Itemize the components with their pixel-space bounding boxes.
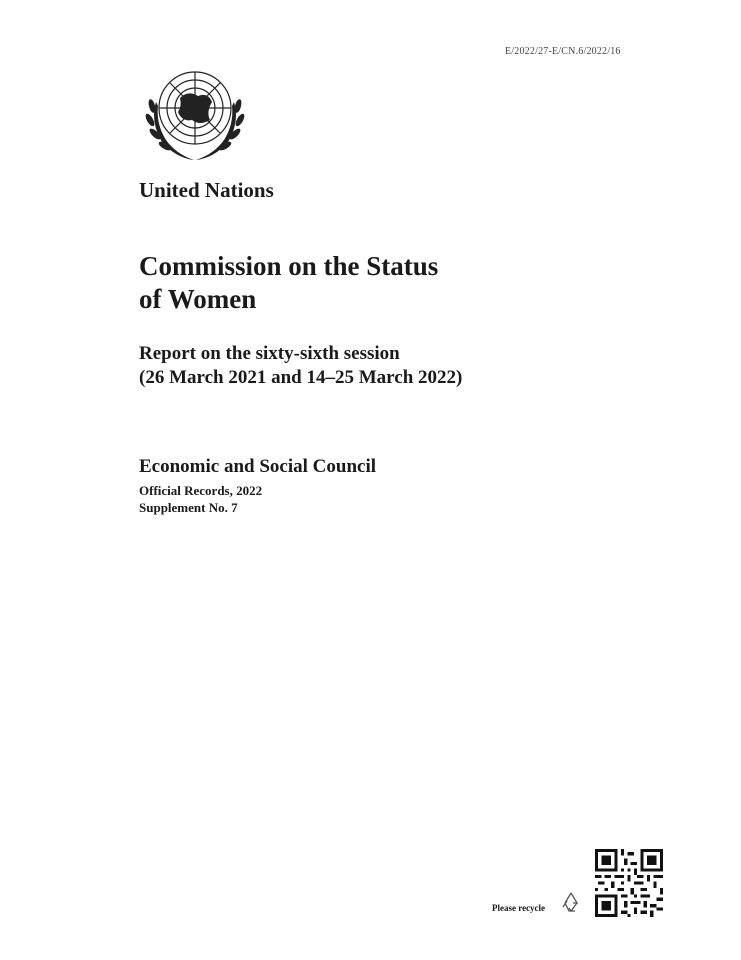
recycle-text: Please recycle	[492, 903, 546, 913]
document-title	[139, 250, 659, 316]
official-records	[139, 482, 262, 516]
title-line-2: of Women	[139, 284, 257, 314]
council-name: Economic and Social Council	[139, 456, 376, 477]
recycle-icon	[560, 890, 582, 914]
un-emblem-icon	[136, 62, 254, 166]
subtitle-line-1: Report on the sixty-sixth session	[139, 343, 400, 364]
qr-code-icon[interactable]	[595, 849, 663, 917]
document-subtitle	[139, 342, 699, 390]
document-symbol: E/2022/27-E/CN.6/2022/16	[505, 46, 621, 57]
records-line-1: Official Records, 2022	[139, 483, 263, 498]
organization-name: United Nations	[139, 178, 274, 202]
subtitle-line-2: (26 March 2021 and 14–25 March 2022)	[139, 367, 463, 388]
title-line-1: Commission on the Status	[139, 251, 439, 281]
records-line-2: Supplement No. 7	[139, 500, 238, 515]
